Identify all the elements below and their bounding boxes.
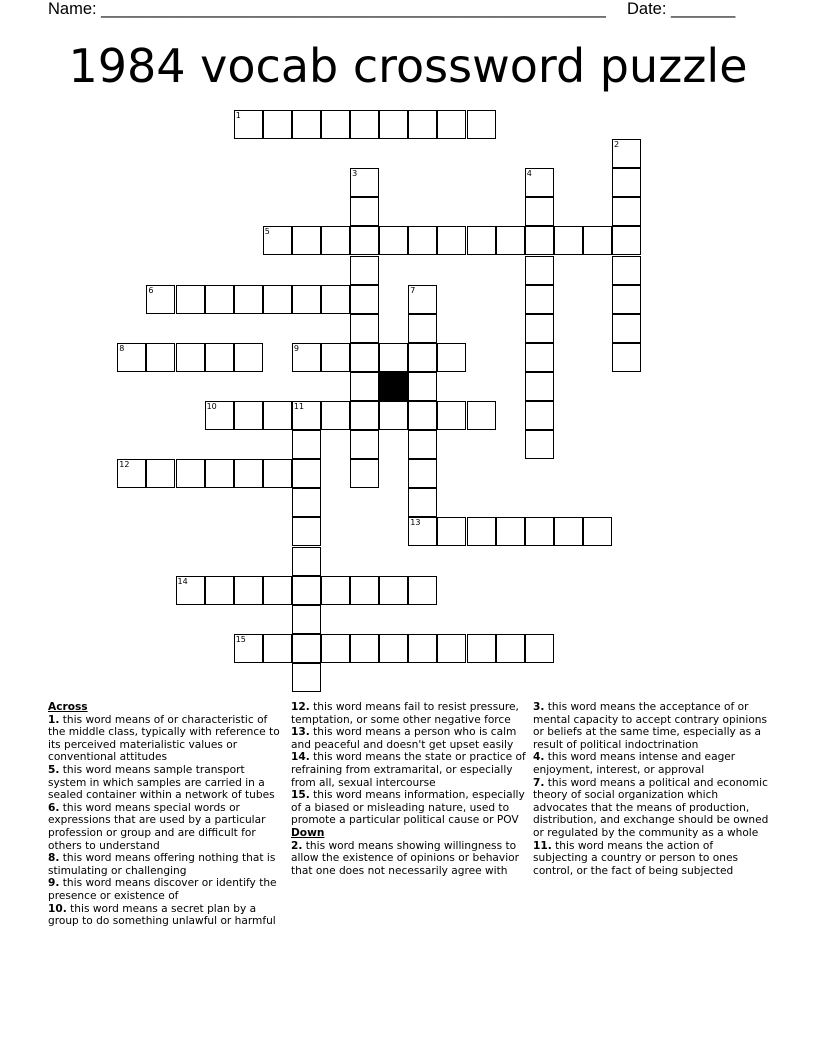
clue-item <box>48 764 282 802</box>
across-heading: Across <box>48 701 88 713</box>
grid-cell[interactable] <box>408 459 437 488</box>
grid-cell[interactable] <box>437 634 466 663</box>
grid-cell[interactable] <box>234 634 263 663</box>
grid-cell[interactable] <box>263 401 292 430</box>
grid-cell[interactable] <box>117 459 146 488</box>
grid-cell[interactable] <box>379 634 408 663</box>
grid-cell[interactable] <box>583 517 612 546</box>
grid-cell[interactable] <box>525 168 554 197</box>
grid-cell[interactable] <box>350 372 379 401</box>
grid-cell[interactable] <box>612 226 641 255</box>
clue-text: this word means information, especially of a biased or misleading nature, used to promote a particular political cause or POV <box>291 789 525 827</box>
clue-text: this word means the action of subjecting a country or person to ones control, or the fact of being subjected <box>533 839 739 877</box>
clue-number-label: 15. <box>291 789 310 802</box>
grid-cell[interactable] <box>263 576 292 605</box>
clue-number-label: 11. <box>533 839 552 852</box>
grid-cell[interactable] <box>234 576 263 605</box>
clue-number-label: 10. <box>48 902 67 915</box>
clue-text: this word means a political and economic theory of social organization which advocates that the means of production, distribution, and exchange should be owned or regulated by the community as a whole <box>533 776 769 839</box>
grid-cell[interactable] <box>467 110 496 139</box>
grid-cell[interactable] <box>146 285 175 314</box>
clue-number: 12 <box>119 460 130 470</box>
clue-number: 8 <box>119 343 125 353</box>
grid-cell[interactable] <box>176 343 205 372</box>
grid-cell[interactable] <box>350 459 379 488</box>
grid-cell[interactable] <box>496 226 525 255</box>
grid-cell[interactable] <box>437 226 466 255</box>
grid-cell[interactable] <box>612 256 641 285</box>
grid-cell[interactable] <box>408 430 437 459</box>
clues-column-2 <box>291 701 527 877</box>
clues-column-3 <box>533 701 769 877</box>
grid-cell[interactable] <box>292 547 321 576</box>
clue-item <box>48 802 282 852</box>
grid-cell[interactable] <box>350 256 379 285</box>
clue-number: 9 <box>293 343 299 353</box>
clue-item <box>48 714 282 764</box>
grid-cell[interactable] <box>205 459 234 488</box>
grid-cell[interactable] <box>205 401 234 430</box>
grid-cell[interactable] <box>350 634 379 663</box>
grid-cell[interactable] <box>612 168 641 197</box>
clue-number: 5 <box>264 227 270 237</box>
clue-item <box>533 701 769 751</box>
clue-number-label: 13. <box>291 726 310 739</box>
grid-cell[interactable] <box>350 168 379 197</box>
grid-cell[interactable] <box>379 343 408 372</box>
grid-block-cell <box>379 372 408 401</box>
clue-item <box>533 751 769 776</box>
grid-cell[interactable] <box>467 226 496 255</box>
grid-cell[interactable] <box>612 285 641 314</box>
grid-cell[interactable] <box>554 226 583 255</box>
across-clue-list-continued <box>291 701 527 827</box>
grid-cell[interactable] <box>292 226 321 255</box>
clue-number-label: 6. <box>48 801 60 814</box>
clue-item <box>533 777 769 840</box>
grid-cell[interactable] <box>292 605 321 634</box>
grid-cell[interactable] <box>525 285 554 314</box>
grid-cell[interactable] <box>437 343 466 372</box>
grid-cell[interactable] <box>292 110 321 139</box>
grid-cell[interactable] <box>350 110 379 139</box>
clue-number-label: 2. <box>291 839 303 852</box>
grid-cell[interactable] <box>292 663 321 692</box>
grid-cell[interactable] <box>612 139 641 168</box>
grid-cell[interactable] <box>292 430 321 459</box>
grid-cell[interactable] <box>525 634 554 663</box>
grid-cell[interactable] <box>321 343 350 372</box>
grid-cell[interactable] <box>612 314 641 343</box>
grid-cell[interactable] <box>263 226 292 255</box>
grid-cell[interactable] <box>525 197 554 226</box>
grid-cell[interactable] <box>408 576 437 605</box>
grid-cell[interactable] <box>525 226 554 255</box>
grid-cell[interactable] <box>292 285 321 314</box>
grid-cell[interactable] <box>205 343 234 372</box>
clue-text: this word means sample transport system in which samples are carried in a sealed container within a network of tubes <box>48 763 275 802</box>
down-heading: Down <box>291 826 325 839</box>
grid-cell[interactable] <box>292 517 321 546</box>
grid-cell[interactable] <box>321 401 350 430</box>
clue-number: 14 <box>177 576 188 586</box>
grid-cell[interactable] <box>234 110 263 139</box>
clue-number: 1 <box>235 111 241 120</box>
grid-cell[interactable] <box>467 634 496 663</box>
clue-number-label: 14. <box>291 751 310 764</box>
grid-cell[interactable] <box>292 401 321 430</box>
clue-item <box>48 852 282 877</box>
grid-cell[interactable] <box>234 401 263 430</box>
grid-cell[interactable] <box>408 401 437 430</box>
clue-item <box>291 726 527 751</box>
grid-cell[interactable] <box>408 372 437 401</box>
grid-cell[interactable] <box>350 285 379 314</box>
grid-cell[interactable] <box>321 110 350 139</box>
clue-number-label: 3. <box>533 701 545 713</box>
grid-cell[interactable] <box>292 488 321 517</box>
grid-cell[interactable] <box>321 634 350 663</box>
grid-cell[interactable] <box>408 110 437 139</box>
grid-cell[interactable] <box>437 110 466 139</box>
clue-number-label: 5. <box>48 763 60 776</box>
grid-cell[interactable] <box>234 459 263 488</box>
grid-cell[interactable] <box>437 517 466 546</box>
clue-number-label: 8. <box>48 852 60 865</box>
grid-cell[interactable] <box>525 314 554 343</box>
grid-cell[interactable] <box>467 401 496 430</box>
grid-cell[interactable] <box>496 517 525 546</box>
clue-item <box>48 877 282 902</box>
clue-item <box>291 789 527 827</box>
clue-number-label: 4. <box>533 751 545 764</box>
grid-cell[interactable] <box>467 517 496 546</box>
grid-cell[interactable] <box>379 110 408 139</box>
grid-cell[interactable] <box>496 634 525 663</box>
grid-cell[interactable] <box>350 576 379 605</box>
clue-item <box>291 701 527 726</box>
grid-cell[interactable] <box>176 459 205 488</box>
grid-cell[interactable] <box>437 401 466 430</box>
grid-cell[interactable] <box>234 343 263 372</box>
clue-text: this word means a secret plan by a group to do something unlawful or harmful <box>48 902 276 928</box>
grid-cell[interactable] <box>350 197 379 226</box>
grid-cell[interactable] <box>350 430 379 459</box>
grid-cell[interactable] <box>408 517 437 546</box>
date-line: Date: _______ <box>627 0 736 18</box>
grid-cell[interactable] <box>379 401 408 430</box>
grid-cell[interactable] <box>612 197 641 226</box>
grid-cell[interactable] <box>176 576 205 605</box>
name-line: Name: _______________________________________________________ <box>48 0 606 18</box>
clue-number-label: 9. <box>48 877 60 890</box>
grid-cell[interactable] <box>263 634 292 663</box>
clue-item <box>48 903 282 928</box>
clue-number-label: 7. <box>533 776 545 789</box>
grid-cell[interactable] <box>292 576 321 605</box>
grid-cell[interactable] <box>205 285 234 314</box>
grid-cell[interactable] <box>612 343 641 372</box>
grid-cell[interactable] <box>408 634 437 663</box>
page-title: 1984 vocab crossword puzzle <box>68 39 748 93</box>
clue-number: 11 <box>293 402 305 411</box>
clue-number: 7 <box>410 285 416 295</box>
grid-cell[interactable] <box>408 226 437 255</box>
grid-cell[interactable] <box>583 226 612 255</box>
grid-cell[interactable] <box>146 343 175 372</box>
clue-item <box>291 751 527 789</box>
down-clue-list <box>291 840 527 878</box>
grid-cell[interactable] <box>350 226 379 255</box>
grid-cell[interactable] <box>205 576 234 605</box>
clue-text: this word means fail to resist pressure, temptation, or some other negative force <box>291 701 519 726</box>
grid-cell[interactable] <box>408 488 437 517</box>
grid-cell[interactable] <box>525 372 554 401</box>
grid-cell[interactable] <box>525 256 554 285</box>
clue-text: this word means intense and eager enjoyment, interest, or approval <box>533 751 736 776</box>
clues-column-1 <box>48 701 282 928</box>
grid-cell[interactable] <box>408 314 437 343</box>
grid-cell[interactable] <box>263 285 292 314</box>
grid-cell[interactable] <box>176 285 205 314</box>
grid-cell[interactable] <box>408 285 437 314</box>
grid-cell[interactable] <box>292 634 321 663</box>
grid-cell[interactable] <box>525 401 554 430</box>
grid-cell[interactable] <box>525 517 554 546</box>
grid-cell[interactable] <box>350 314 379 343</box>
across-clue-list <box>48 714 282 928</box>
clue-item <box>291 840 527 878</box>
grid-cell[interactable] <box>263 459 292 488</box>
clue-number: 15 <box>235 634 246 644</box>
grid-cell[interactable] <box>379 576 408 605</box>
clue-text: this word means showing willingness to allow the existence of opinions or behavior that one does not necessarily agree with <box>291 839 519 877</box>
grid-cell[interactable] <box>292 343 321 372</box>
clue-text: this word means offering nothing that is stimulating or challenging <box>48 852 276 877</box>
clue-text: this word means a person who is calm and peaceful and doesn't get upset easily <box>291 726 517 751</box>
clue-number: 4 <box>526 169 532 179</box>
clue-number-label: 1. <box>48 713 60 726</box>
grid-cell[interactable] <box>525 430 554 459</box>
grid-cell[interactable] <box>408 343 437 372</box>
grid-cell[interactable] <box>350 343 379 372</box>
clue-text: this word means the state or practice of refraining from extramarital, or especially from all, sexual intercourse <box>291 751 526 789</box>
clue-item <box>533 840 769 878</box>
grid-cell[interactable] <box>263 110 292 139</box>
clue-text: this word means special words or expressions that are used by a particular profession or group and are difficult for others to understand <box>48 801 266 852</box>
grid-cell[interactable] <box>321 576 350 605</box>
grid-cell[interactable] <box>525 343 554 372</box>
grid-cell[interactable] <box>292 459 321 488</box>
clue-text: this word means discover or identify the presence or existence of <box>48 877 277 902</box>
grid-cell[interactable] <box>554 517 583 546</box>
clue-number: 6 <box>148 285 154 295</box>
grid-cell[interactable] <box>117 343 146 372</box>
grid-cell[interactable] <box>234 285 263 314</box>
grid-cell[interactable] <box>321 226 350 255</box>
clue-number: 2 <box>614 140 620 150</box>
clue-text: this word means the acceptance of or mental capacity to accept contrary opinions or beliefs at the same time, especially as a result of political indoctrination <box>533 701 768 751</box>
grid-cell[interactable] <box>350 401 379 430</box>
grid-cell[interactable] <box>146 459 175 488</box>
clue-text: this word means of or characteristic of the middle class, typically with reference to its perceived materialistic values or conventional attitudes <box>48 713 280 764</box>
clue-number: 13 <box>410 518 421 528</box>
clue-number: 3 <box>352 169 358 179</box>
clue-number-label: 12. <box>291 701 310 713</box>
grid-cell[interactable] <box>321 285 350 314</box>
grid-cell[interactable] <box>379 226 408 255</box>
down-clue-list-continued <box>533 701 769 877</box>
clue-number: 10 <box>206 402 217 411</box>
